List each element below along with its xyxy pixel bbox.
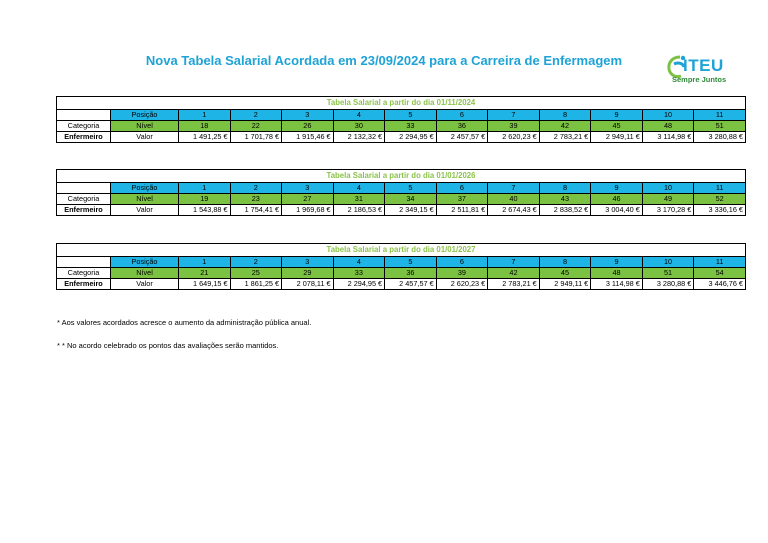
level-cell: 49 — [642, 194, 694, 205]
value-cell: 1 969,68 € — [282, 205, 334, 216]
value-cell: 3 170,28 € — [642, 205, 694, 216]
level-cell: 31 — [333, 194, 385, 205]
position-cell: 1 — [179, 110, 231, 121]
value-cell: 2 949,11 € — [591, 132, 643, 143]
value-cell: 2 294,95 € — [385, 132, 437, 143]
salary-table-2027 — [56, 243, 746, 290]
position-cell: 6 — [436, 257, 488, 268]
position-cell: 3 — [282, 183, 334, 194]
value-cell: 1 491,25 € — [179, 132, 231, 143]
position-cell: 7 — [488, 110, 540, 121]
value-cell: 2 949,11 € — [539, 279, 591, 290]
position-cell: 4 — [333, 183, 385, 194]
position-label: Posição — [111, 110, 179, 121]
page-title: Nova Tabela Salarial Acordada em 23/09/2024 para a Carreira de Enfermagem — [145, 53, 623, 68]
level-label: Nível — [111, 268, 179, 279]
position-cell: 9 — [591, 257, 643, 268]
level-cell: 23 — [230, 194, 282, 205]
level-cell: 51 — [694, 121, 746, 132]
value-cell: 1 861,25 € — [230, 279, 282, 290]
position-label: Posição — [111, 257, 179, 268]
position-row — [57, 257, 746, 268]
level-cell: 37 — [436, 194, 488, 205]
position-cell: 10 — [642, 110, 694, 121]
level-cell: 30 — [333, 121, 385, 132]
value-cell: 2 132,32 € — [333, 132, 385, 143]
value-cell: 2 349,15 € — [385, 205, 437, 216]
level-cell: 42 — [488, 268, 540, 279]
level-cell: 42 — [539, 121, 591, 132]
level-cell: 45 — [539, 268, 591, 279]
value-cell: 2 457,57 € — [385, 279, 437, 290]
level-cell: 43 — [539, 194, 591, 205]
level-label: Nível — [111, 121, 179, 132]
position-cell: 10 — [642, 183, 694, 194]
value-label: Valor — [111, 205, 179, 216]
position-cell: 8 — [539, 183, 591, 194]
position-row — [57, 183, 746, 194]
level-cell: 27 — [282, 194, 334, 205]
level-cell: 34 — [385, 194, 437, 205]
value-cell: 3 004,40 € — [591, 205, 643, 216]
value-cell: 1 701,78 € — [230, 132, 282, 143]
value-cell: 3 114,98 € — [591, 279, 643, 290]
value-cell: 2 783,21 € — [488, 279, 540, 290]
value-cell: 1 915,46 € — [282, 132, 334, 143]
category-label: Categoria — [57, 121, 111, 132]
position-cell: 11 — [694, 257, 746, 268]
logo-tagline: Sempre Juntos — [672, 75, 727, 84]
position-cell: 8 — [539, 257, 591, 268]
salary-table-2026 — [56, 169, 746, 216]
position-cell: 10 — [642, 257, 694, 268]
value-cell: 2 186,53 € — [333, 205, 385, 216]
value-label: Valor — [111, 279, 179, 290]
value-row — [57, 205, 746, 216]
level-cell: 36 — [436, 121, 488, 132]
level-cell: 19 — [179, 194, 231, 205]
position-cell: 9 — [591, 183, 643, 194]
role-label: Enfermeiro — [57, 279, 111, 290]
position-cell: 4 — [333, 257, 385, 268]
value-cell: 2 838,52 € — [539, 205, 591, 216]
value-cell: 3 280,88 € — [642, 279, 694, 290]
iteu-logo — [666, 54, 746, 88]
level-cell: 39 — [436, 268, 488, 279]
value-label: Valor — [111, 132, 179, 143]
value-cell: 2 620,23 € — [436, 279, 488, 290]
level-cell: 48 — [642, 121, 694, 132]
level-cell: 22 — [230, 121, 282, 132]
level-cell: 29 — [282, 268, 334, 279]
value-cell: 1 543,88 € — [179, 205, 231, 216]
value-cell: 2 620,23 € — [488, 132, 540, 143]
level-cell: 21 — [179, 268, 231, 279]
value-cell: 2 674,43 € — [488, 205, 540, 216]
position-cell: 5 — [385, 257, 437, 268]
value-row — [57, 279, 746, 290]
footnote-1: * Aos valores acordados acresce o aumento da administração pública anual. — [57, 318, 312, 327]
value-cell: 1 754,41 € — [230, 205, 282, 216]
level-cell: 46 — [591, 194, 643, 205]
position-cell: 7 — [488, 257, 540, 268]
position-cell: 7 — [488, 183, 540, 194]
position-cell: 11 — [694, 183, 746, 194]
level-cell: 18 — [179, 121, 231, 132]
level-cell: 33 — [385, 121, 437, 132]
value-cell: 2 457,57 € — [436, 132, 488, 143]
value-cell: 3 336,16 € — [694, 205, 746, 216]
position-label: Posição — [111, 183, 179, 194]
level-row — [57, 194, 746, 205]
level-cell: 39 — [488, 121, 540, 132]
role-label: Enfermeiro — [57, 132, 111, 143]
table-caption: Tabela Salarial a partir do dia 01/01/2027 — [57, 244, 746, 257]
value-cell: 2 078,11 € — [282, 279, 334, 290]
value-cell: 1 649,15 € — [179, 279, 231, 290]
level-cell: 25 — [230, 268, 282, 279]
level-cell: 45 — [591, 121, 643, 132]
level-cell: 51 — [642, 268, 694, 279]
position-cell: 8 — [539, 110, 591, 121]
value-cell: 3 114,98 € — [642, 132, 694, 143]
category-label: Categoria — [57, 268, 111, 279]
position-row — [57, 110, 746, 121]
level-cell: 26 — [282, 121, 334, 132]
position-cell: 2 — [230, 110, 282, 121]
position-cell: 6 — [436, 183, 488, 194]
level-row — [57, 268, 746, 279]
value-row — [57, 132, 746, 143]
level-cell: 52 — [694, 194, 746, 205]
level-row — [57, 121, 746, 132]
position-cell: 1 — [179, 183, 231, 194]
level-cell: 48 — [591, 268, 643, 279]
position-cell: 1 — [179, 257, 231, 268]
value-cell: 3 446,76 € — [694, 279, 746, 290]
position-cell: 9 — [591, 110, 643, 121]
position-cell: 5 — [385, 110, 437, 121]
level-cell: 33 — [333, 268, 385, 279]
value-cell: 2 294,95 € — [333, 279, 385, 290]
value-cell: 2 511,81 € — [436, 205, 488, 216]
position-cell: 5 — [385, 183, 437, 194]
role-label: Enfermeiro — [57, 205, 111, 216]
level-cell: 54 — [694, 268, 746, 279]
position-cell: 6 — [436, 110, 488, 121]
table-caption: Tabela Salarial a partir do dia 01/11/2024 — [57, 97, 746, 110]
position-cell: 2 — [230, 183, 282, 194]
level-cell: 40 — [488, 194, 540, 205]
category-label: Categoria — [57, 194, 111, 205]
position-cell: 4 — [333, 110, 385, 121]
logo-wordmark: ITEU — [683, 56, 724, 75]
salary-table-2024 — [56, 96, 746, 143]
position-cell: 2 — [230, 257, 282, 268]
position-cell: 3 — [282, 257, 334, 268]
value-cell: 2 783,21 € — [539, 132, 591, 143]
level-cell: 36 — [385, 268, 437, 279]
value-cell: 3 280,88 € — [694, 132, 746, 143]
level-label: Nível — [111, 194, 179, 205]
table-caption: Tabela Salarial a partir do dia 01/01/2026 — [57, 170, 746, 183]
position-cell: 11 — [694, 110, 746, 121]
footnote-2: * * No acordo celebrado os pontos das avaliações serão mantidos. — [57, 341, 279, 350]
position-cell: 3 — [282, 110, 334, 121]
